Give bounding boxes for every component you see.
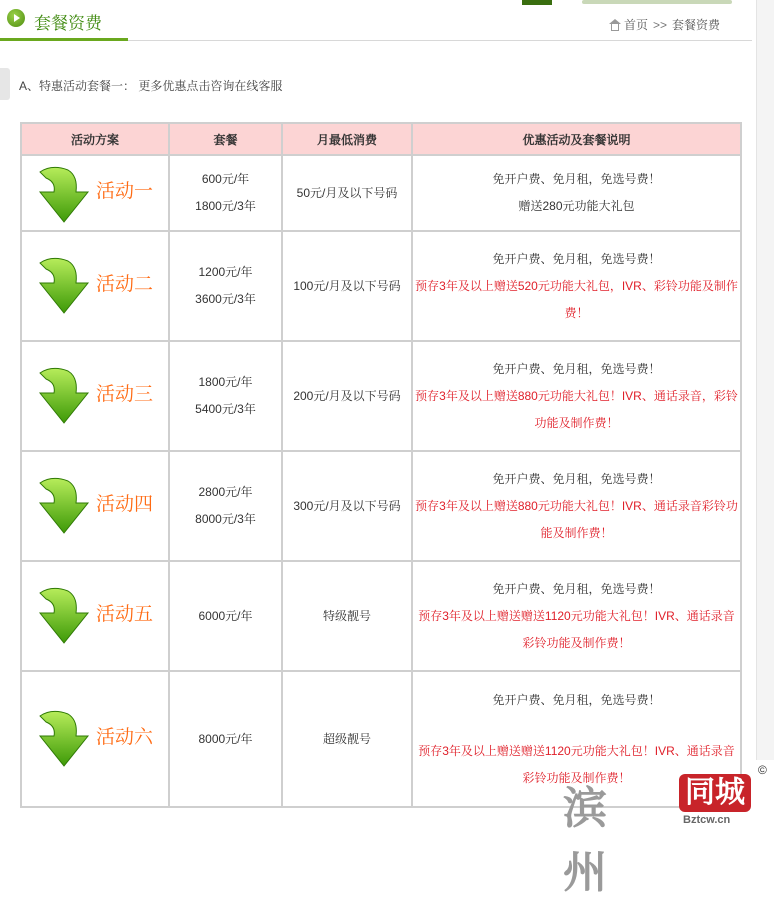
table-row	[21, 341, 741, 451]
watermark-text: 滨州	[563, 784, 611, 897]
description-line: 免开户费、免月租，免选号费！	[492, 471, 661, 486]
description-cell	[412, 341, 741, 451]
activity-label: 活动五	[96, 604, 154, 625]
column-header-activity: 活动方案	[21, 123, 169, 155]
table-row	[21, 231, 741, 341]
plan-cell	[169, 155, 282, 231]
scrollbar[interactable]	[756, 0, 774, 760]
table-row	[21, 155, 741, 231]
description-line: 预存3年及以上赠送赠送1120元功能大礼包！IVR、通话录音彩铃功能及制作费！	[418, 743, 735, 785]
min-spend-cell: 300元/月及以下号码	[282, 451, 412, 561]
home-icon	[609, 19, 621, 31]
activity-label: 活动六	[96, 727, 154, 748]
activity-cell	[21, 671, 169, 807]
green-down-arrow-icon	[34, 583, 94, 647]
table-row	[21, 451, 741, 561]
plan-line: 1800元/3年	[195, 199, 256, 213]
title-underline	[0, 38, 128, 41]
plan-line: 600元/年	[201, 172, 250, 186]
description-line: 赠送280元功能大礼包	[518, 199, 635, 213]
description-line: 预存3年及以上赠送赠送1120元功能大礼包！IVR、通话录音彩铃功能及制作费！	[418, 608, 735, 650]
plan-cell	[169, 341, 282, 451]
activity-cell	[21, 341, 169, 451]
plan-line: 6000元/年	[198, 608, 253, 623]
description-line: 预存3年及以上赠送880元功能大礼包！IVR、通话录音彩铃功能及制作费！	[415, 498, 738, 540]
green-down-arrow-icon	[34, 363, 94, 427]
min-spend-cell: 200元/月及以下号码	[282, 341, 412, 451]
description-cell	[412, 231, 741, 341]
table-header-row	[21, 123, 741, 155]
breadcrumb-home-link[interactable]: 首页	[623, 18, 648, 32]
column-header-plan: 套餐	[169, 123, 282, 155]
min-spend-cell: 超级靓号	[282, 671, 412, 807]
activity-cell	[21, 561, 169, 671]
activity-label: 活动二	[96, 274, 154, 295]
promo-note: A、特惠活动套餐一： 更多优惠点击咨询在线客服	[19, 79, 283, 93]
side-tab[interactable]	[0, 68, 10, 100]
description-line: 免开户费、免月租，免选号费！	[492, 692, 661, 707]
description-cell	[412, 155, 741, 231]
description-cell	[412, 451, 741, 561]
page-title: 套餐资费	[34, 14, 102, 33]
min-spend-cell: 100元/月及以下号码	[282, 231, 412, 341]
plan-cell	[169, 231, 282, 341]
page-header	[0, 0, 752, 41]
table-row	[21, 671, 741, 807]
description-line: 免开户费、免月租，免选号费！	[492, 581, 661, 596]
play-icon	[7, 9, 25, 27]
description-line: 免开户费、免月租，免选号费！	[492, 172, 661, 186]
plan-line: 5400元/3年	[195, 402, 256, 416]
description-line: 预存3年及以上赠送880元功能大礼包！IVR、通话录音，彩铃功能及制作费！	[415, 388, 738, 430]
breadcrumb-current: 套餐资费	[671, 18, 720, 32]
activity-cell	[21, 155, 169, 231]
green-down-arrow-icon	[34, 473, 94, 537]
description-line: 预存3年及以上赠送520元功能大礼包，IVR、彩铃功能及制作费！	[415, 278, 738, 320]
plan-cell	[169, 671, 282, 807]
plan-line: 2800元/年	[198, 485, 253, 499]
green-down-arrow-icon	[34, 706, 94, 770]
plan-line: 8000元/3年	[195, 512, 256, 526]
activity-label: 活动三	[96, 384, 154, 405]
watermark-url: Bztcw.cn	[683, 814, 731, 826]
plan-line: 1200元/年	[198, 265, 253, 279]
min-spend-cell: 特级靓号	[282, 561, 412, 671]
column-header-description: 优惠活动及套餐说明	[412, 123, 741, 155]
green-down-arrow-icon	[34, 253, 94, 317]
breadcrumb-separator: >>	[652, 17, 667, 32]
table-row	[21, 561, 741, 671]
plan-line: 1800元/年	[198, 375, 253, 389]
min-spend-cell: 50元/月及以下号码	[282, 155, 412, 231]
breadcrumb	[609, 16, 720, 33]
green-down-arrow-icon	[34, 162, 94, 226]
plans-table	[20, 122, 742, 808]
activity-cell	[21, 451, 169, 561]
description-cell	[412, 561, 741, 671]
plan-cell	[169, 451, 282, 561]
copyright-symbol: ©	[758, 763, 767, 777]
header-decoration	[522, 0, 742, 6]
column-header-min-spend: 月最低消费	[282, 123, 412, 155]
plan-line: 8000元/年	[198, 731, 253, 746]
activity-label: 活动四	[96, 494, 154, 515]
description-line: 免开户费、免月租，免选号费！	[492, 251, 661, 266]
description-line: 免开户费、免月租，免选号费！	[492, 361, 661, 376]
watermark-badge: 同城	[679, 774, 751, 812]
activity-cell	[21, 231, 169, 341]
activity-label: 活动一	[96, 181, 154, 202]
plan-line: 3600元/3年	[195, 292, 256, 306]
plan-cell	[169, 561, 282, 671]
